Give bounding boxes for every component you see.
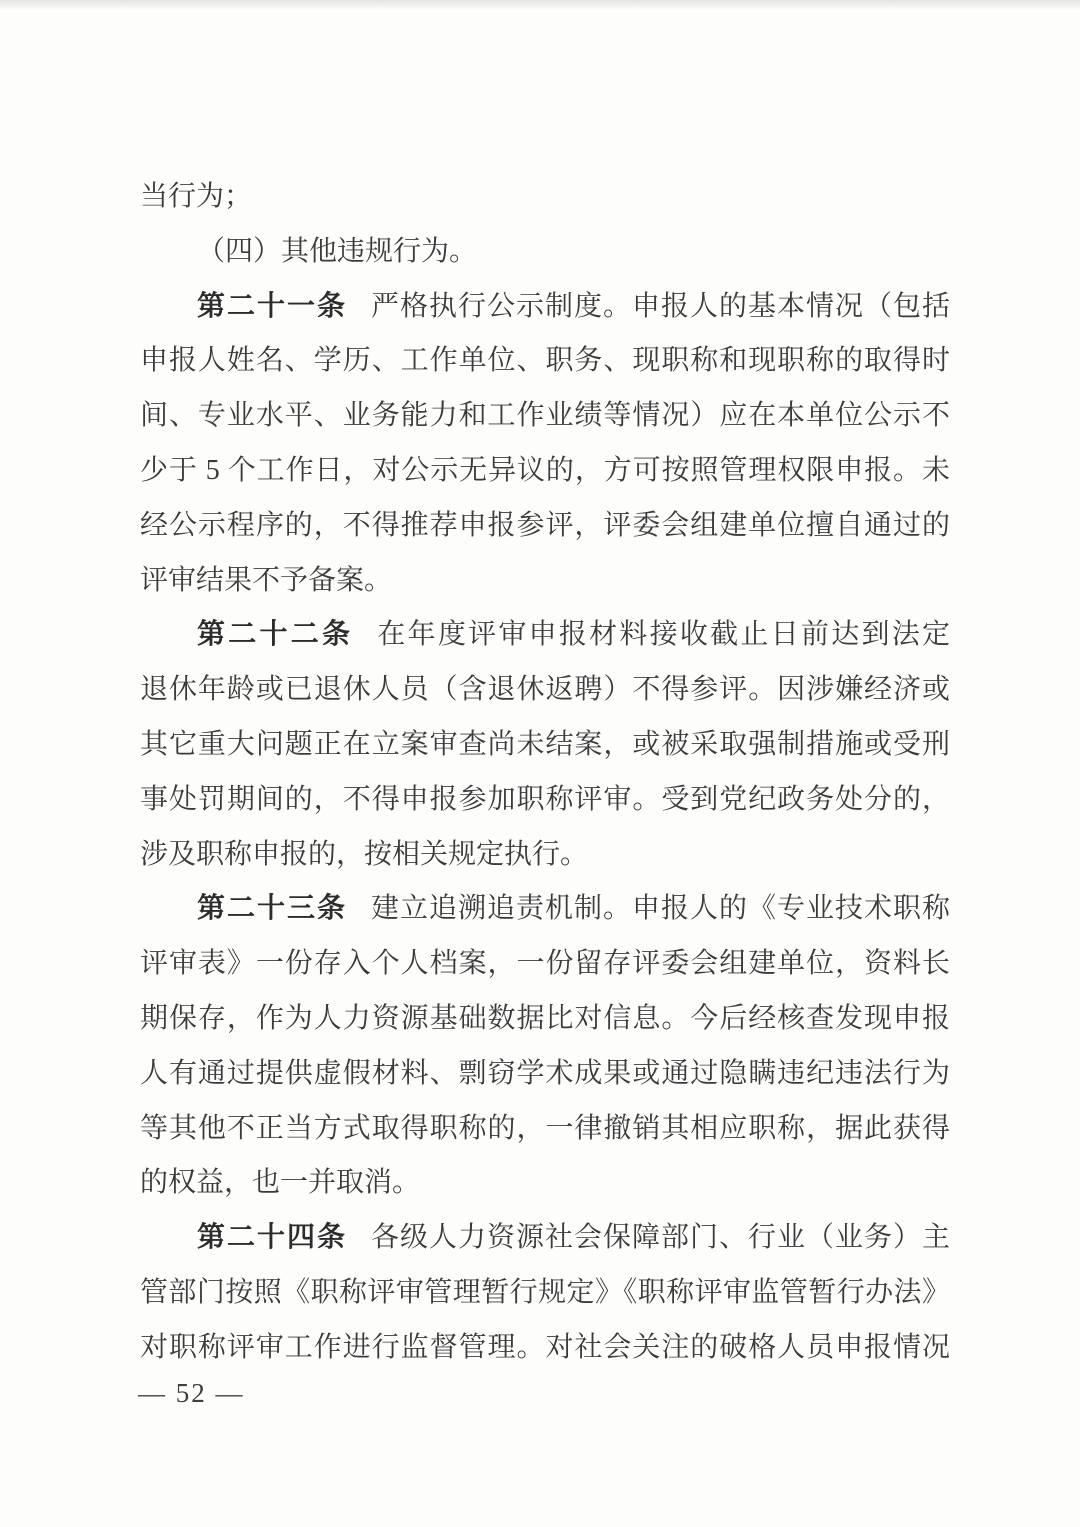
text-line bbox=[140, 170, 950, 225]
line-text: 经公示程序的，不得推荐申报参评，评委会组建单位擅自通过的 bbox=[140, 509, 950, 541]
line-text: 间、专业水平、业务能力和工作业绩等情况）应在本单位公示不 bbox=[140, 400, 950, 432]
line-text: 事处罚期间的，不得申报参加职称评审。受到党纪政务处分的， bbox=[140, 783, 950, 815]
line-text: 严格执行公示制度。申报人的基本情况（包括 bbox=[371, 290, 950, 322]
article-number: 第二十三条 bbox=[197, 893, 347, 925]
text-line bbox=[140, 389, 950, 444]
article-number: 第二十四条 bbox=[197, 1222, 347, 1254]
line-text: 涉及职称申报的，按相关规定执行。 bbox=[140, 838, 589, 870]
line-text: 其它重大问题正在立案审查尚未结案，或被采取强制措施或受刑 bbox=[140, 728, 950, 760]
line-text: 人有通过提供虚假材料、剽窃学术成果或通过隐瞒违纪违法行为 bbox=[140, 1057, 950, 1089]
text-line bbox=[140, 937, 950, 992]
line-text: 对职称评审工作进行监督管理。对社会关注的破格人员申报情况 bbox=[140, 1331, 950, 1363]
line-text: 少于 5 个工作日，对公示无异议的，方可按照管理权限申报。未 bbox=[140, 454, 950, 486]
page-number: — 52 — bbox=[138, 1378, 245, 1408]
article-heading-line bbox=[140, 608, 950, 663]
text-line bbox=[140, 1266, 950, 1321]
text-line bbox=[140, 828, 950, 883]
article-heading-line bbox=[140, 1211, 950, 1266]
text-line bbox=[140, 499, 950, 554]
line-text: 申报人姓名、学历、工作单位、职务、现职称和现职称的取得时 bbox=[140, 345, 950, 377]
top-edge-shadow bbox=[0, 0, 1080, 10]
text-line bbox=[140, 663, 950, 718]
text-line bbox=[140, 992, 950, 1047]
line-text: （四）其他违规行为。 bbox=[197, 235, 478, 267]
line-text: 当行为； bbox=[140, 181, 253, 212]
document-page bbox=[140, 170, 950, 1376]
text-line bbox=[140, 225, 950, 280]
text-line bbox=[140, 334, 950, 389]
text-line bbox=[140, 1102, 950, 1157]
line-text: 各级人力资源社会保障部门、行业（业务）主 bbox=[371, 1222, 950, 1254]
text-line bbox=[140, 718, 950, 773]
line-text: 管部门按照《职称评审管理暂行规定》《职称评审监管暂行办法》 bbox=[140, 1276, 950, 1308]
article-number: 第二十一条 bbox=[197, 290, 347, 322]
line-text: 评审结果不予备案。 bbox=[140, 564, 393, 596]
text-line bbox=[140, 773, 950, 828]
text-line bbox=[140, 1321, 950, 1376]
article-number: 第二十二条 bbox=[197, 619, 354, 651]
line-text: 评审表》一份存入个人档案，一份留存评委会组建单位，资料长 bbox=[140, 948, 950, 980]
line-text: 在年度评审申报材料接收截止日前达到法定 bbox=[377, 619, 950, 651]
line-text: 的权益，也一并取消。 bbox=[140, 1167, 421, 1199]
text-line bbox=[140, 554, 950, 609]
text-line bbox=[140, 1047, 950, 1102]
text-line bbox=[140, 444, 950, 499]
article-heading-line bbox=[140, 882, 950, 937]
article-heading-line bbox=[140, 280, 950, 335]
line-text: 期保存，作为人力资源基础数据比对信息。今后经核查发现申报 bbox=[140, 1002, 950, 1034]
line-text: 建立追溯追责机制。申报人的《专业技术职称 bbox=[371, 893, 950, 925]
text-line bbox=[140, 1156, 950, 1211]
line-text: 等其他不正当方式取得职称的，一律撤销其相应职称，据此获得 bbox=[140, 1112, 950, 1144]
line-text: 退休年龄或已退休人员（含退休返聘）不得参评。因涉嫌经济或 bbox=[140, 674, 950, 706]
